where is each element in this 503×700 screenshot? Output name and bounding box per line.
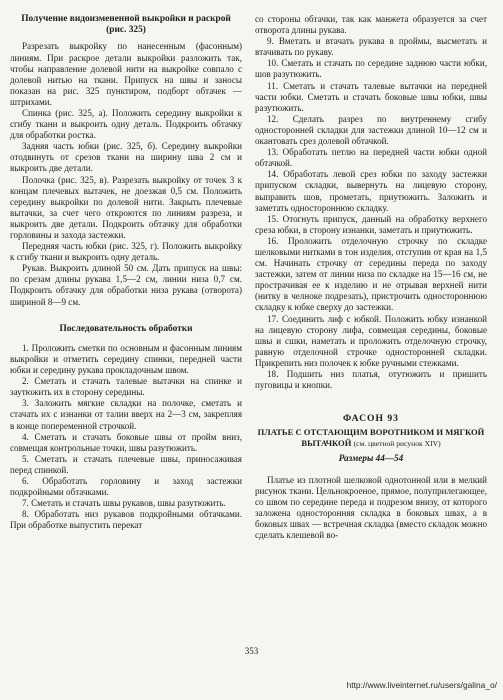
watermark-url: http://www.liveinternet.ru/users/galina_o/ [346,680,497,690]
paragraph: Задняя часть юбки (рис. 325, б). Середину выкройки отодвинуть от срезов ткани на ширину шва 2 см и выкроить две детали. [10,141,242,174]
step: 14. Обработать левой срез юбки по заходу застежки припуском складки, вывернуть на лицевую сторону, выправить шов, прометать, приутюжить. Заложить и заметать одностороннюю складку. [255,169,487,213]
step: 10. Сметать и стачать по середине заднюю части юбки, шов разутюжить. [255,58,487,80]
step: 18. Подшить низ платья, отутюжить и пришить пуговицы и кнопки. [255,369,487,391]
step: 11. Сметать и стачать талевые вытачки на передней части юбки. Сметать и стачать боковые швы юбки, швы разутюжить. [255,80,487,113]
model-subtitle: (см. цветной рисунок XIV) [353,438,441,448]
step: 4. Сметать и стачать боковые швы от пройм вниз, совмещая контрольные точки, швы разутюжить. [10,431,242,453]
left-column [10,14,242,531]
step: 8. Обработать низ рукавов подкройными обтачками. При обработке выпустить перекат [10,509,242,531]
section-title-sequence: Последовательность обработки [59,323,193,334]
model-title-text: ПЛАТЬЕ С ОТСТАЮЩИМ ВОРОТНИКОМ И МЯГКОЙ ВЫТАЧКОЙ [257,427,485,448]
model-intro: Платье из плотной шелковой однотонной или в мелкий рисунок ткани. Цельнокроеное, прямое, полуприлегающее, со швом по середине переда и подрезом внизу, от которого заложена односторонняя складка в боковых швах, а в боковых швах — встречная складка (вместо складок можно сделать клешевой во- [255,474,487,541]
step: 2. Сметать и стачать талевые вытачки на спинке и заутюжить их в сторону середины. [10,376,242,398]
section-title-pattern: Получение видоизмененной выкройки и раскрой (рис. 325) [21,14,231,36]
step: 6. Обработать горловину и заход застежки подкройными обтачками. [10,475,242,498]
step-continuation: со стороны обтачки, так как манжета образуется за счет отворота длины рукава. [255,14,487,36]
step: 16. Проложить отделочную строчку по складке шелковыми нитками в тон изделия, отступив от края на 1,5 см. Начинать строчку от середины переда по заходу застежки, затем от линии низа по складке на 15—16 см, не прострачивая ее к изделию и не отрывая верхней нити (нитку в челноке подрезать), пристрочить одностороннюю складку к юбке сверху до застежки. [255,235,487,313]
paragraph: Полочка (рис. 325, в). Разрезать выкройку от точек 3 к концам плечевых вытачек, не доезжая 0,5 см. Положить середину выкройки по долевой нити. Закрыть плечевые вытачки, за счет чего откроются по линиям разреза, и выкроить две детали. Подкроить обтачку для обработки горловины и захода застежки. [10,174,242,240]
step: 12. Сделать разрез по внутреннему сгибу односторонней складки для застежки длиной 10—12 см и окантовать срез долевой обтачкой. [255,113,487,147]
step: 5. Сметать и стачать плечевые швы, приносаживая перед спинкой. [10,453,242,475]
right-column [255,14,487,541]
step: 3. Заложить мягкие складки на полочке, сметать и стачать их с изнанки от талии вверх на 2—3 см, закрепляя в конце попеременной строчкой. [10,398,242,431]
sizes-line: Размеры 44—54 [338,453,404,464]
paragraph: Рукав. Выкроить длиной 50 см. Дать припуск на швы: по срезам длины рукава 1,5—2 см, линии низа 0,7 см. Подкроить обтачку для обработки низа рукава (отворота) шириной 8—9 см. [10,263,242,307]
paragraph: Разрезать выкройку по нанесенным (фасонным) линиям. При раскрое детали выкройки разложить так, чтобы направление долевой нити на выкройке совпало с долевой нитью на ткани. Припуск на швы и заносы показан на рис. 325 пунктиром, подборт обтачек — штрихами. [10,41,242,107]
step: 13. Обработать петлю на передней части юбки одной обтачкой. [255,147,487,169]
fason-heading: ФАСОН 93 [343,413,399,425]
step: 7. Сметать и стачать швы рукавов, швы разутюжить. [22,498,226,509]
paragraph: Передняя часть юбки (рис. 325, г). Положить выкройку к сгибу ткани и выкроить одну деталь. [10,241,242,263]
paragraph: Спинка (рис. 325, а). Положить середину выкройки к сгибу ткани и выкроить одну деталь. Подкроить обтачку для обработки ростка. [10,107,242,141]
page-number: 353 [244,646,259,656]
step: 15. Отогнуть припуск, данный на обработку верхнего среза юбки, в сторону изнанки, заметать и приутюжить. [255,213,487,235]
step: 1. Проложить сметки по основным и фасонным линиям выкройки и отметить середину спинки, передней части юбки и середину рукава прокладочным швом. [10,342,242,376]
step: 9. Вметать и втачать рукава в проймы, высметать и втачивать по рукаву. [255,36,487,58]
model-title [255,427,487,449]
step: 17. Соединить лиф с юбкой. Положить юбку изнанкой на лицевую сторону лифа, совмещая середины, боковые швы и сшки, наметать и проложить отделочную строчку, равную отделочной строчке односторонней складки. Прикрепить низ полочек к юбке ручными стежками. [255,313,487,368]
